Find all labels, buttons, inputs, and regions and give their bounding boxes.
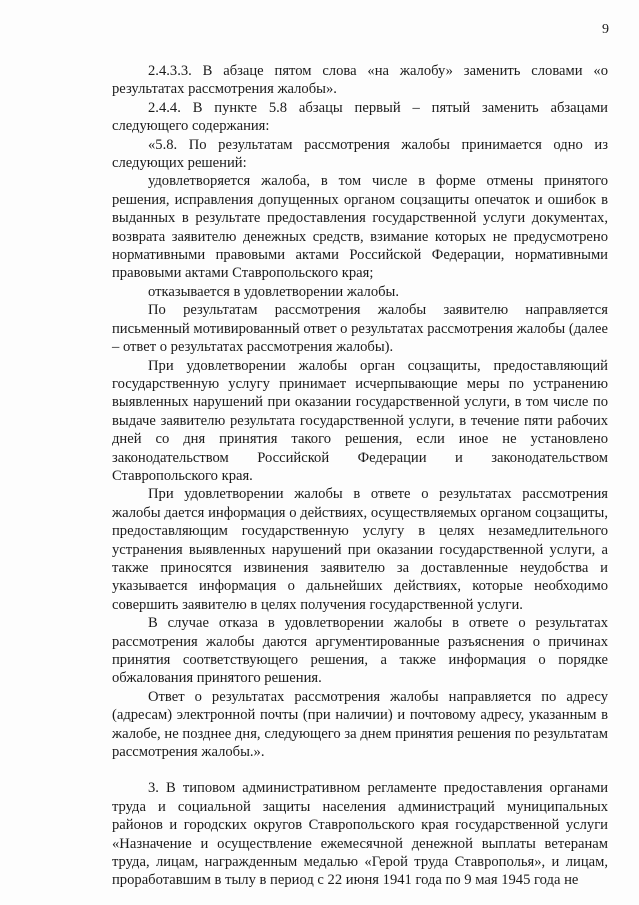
paragraph-2-4-3-3: 2.4.3.3. В абзаце пятом слова «на жалобу» заменить словами «о результатах рассмотрения жалобы».	[112, 63, 608, 98]
paragraph-2-4-4: 2.4.4. В пункте 5.8 абзацы первый – пятый заменить абзацами следующего содержания:	[112, 99, 608, 135]
paragraph-5-8-intro: «5.8. По результатам рассмотрения жалобы принимается одно из следующих решений:	[112, 136, 608, 172]
paragraph-decision-satisfy: удовлетворяется жалоба, в том числе в форме отмены принятого решения, исправления допущенных органом соцзащиты опечаток и ошибок в выданных в результате предоставления государственной услуги документах, возврата заявителю денежных средств, взимание которых не предусмотрено нормативными правовыми актами Российской Федерации, нормативными правовыми актами Ставропольского края;	[112, 173, 608, 282]
paragraph-written-response: По результатам рассмотрения жалобы заявителю направляется письменный мотивированный ответ о результатах рассмотрения жалобы (далее – ответ о результатах рассмотрения жалобы).	[112, 302, 608, 356]
paragraph-refusal-explanation: В случае отказа в удовлетворении жалобы в ответе о результатах рассмотрения жалобы даются аргументированные разъяснения о причинах принятия соответствующего решения, а также информация о порядке обжалования принятого решения.	[112, 615, 608, 687]
document-body	[112, 62, 608, 890]
paragraph-response-info: При удовлетворении жалобы в ответе о результатах рассмотрения жалобы дается информация о действиях, осуществляемых органом соцзащиты, предоставляющим государственную услугу в целях незамедлительного устранения выявленных нарушений при оказании государственной услуги, а также приносятся извинения заявителю за доставленные неудобства и указывается информация о дальнейших действиях, которые необходимо совершить заявителю в целях получения государственной услуги.	[112, 486, 608, 613]
paragraph-decision-refuse: отказывается в удовлетворении жалобы.	[148, 283, 400, 300]
paragraph-remedy-measures: При удовлетворении жалобы орган соцзащиты, предоставляющий государственную услугу принимает исчерпывающие меры по устранению выявленных нарушений при оказании государственной услуги, в том числе по выдаче заявителю результата государственной услуги, в течение пяти рабочих дней со дня принятия такого решения, если иное не установлено законодательством Российской Федерации и законодательством Ставропольского края.	[112, 357, 608, 484]
paragraph-section-3: 3. В типовом административном регламенте предоставления органами труда и социальной защиты населения администраций муниципальных районов и городских округов Ставропольского края государственной услуги «Назначение и осуществление ежемесячной денежной выплаты ветеранам труда, лицам, награжденным медалью «Герой труда Ставрополья», и лицам, проработавшим в тылу в период с 22 июня 1941 года по 9 мая 1945 года не	[112, 780, 608, 889]
paragraph-response-delivery: Ответ о результатах рассмотрения жалобы направляется по адресу (адресам) электронной почты (при наличии) и почтовому адресу, указанным в жалобе, не позднее дня, следующего за днем принятия решения по результатам рассмотрения жалобы.».	[112, 688, 608, 761]
page-number: 9	[602, 22, 609, 37]
